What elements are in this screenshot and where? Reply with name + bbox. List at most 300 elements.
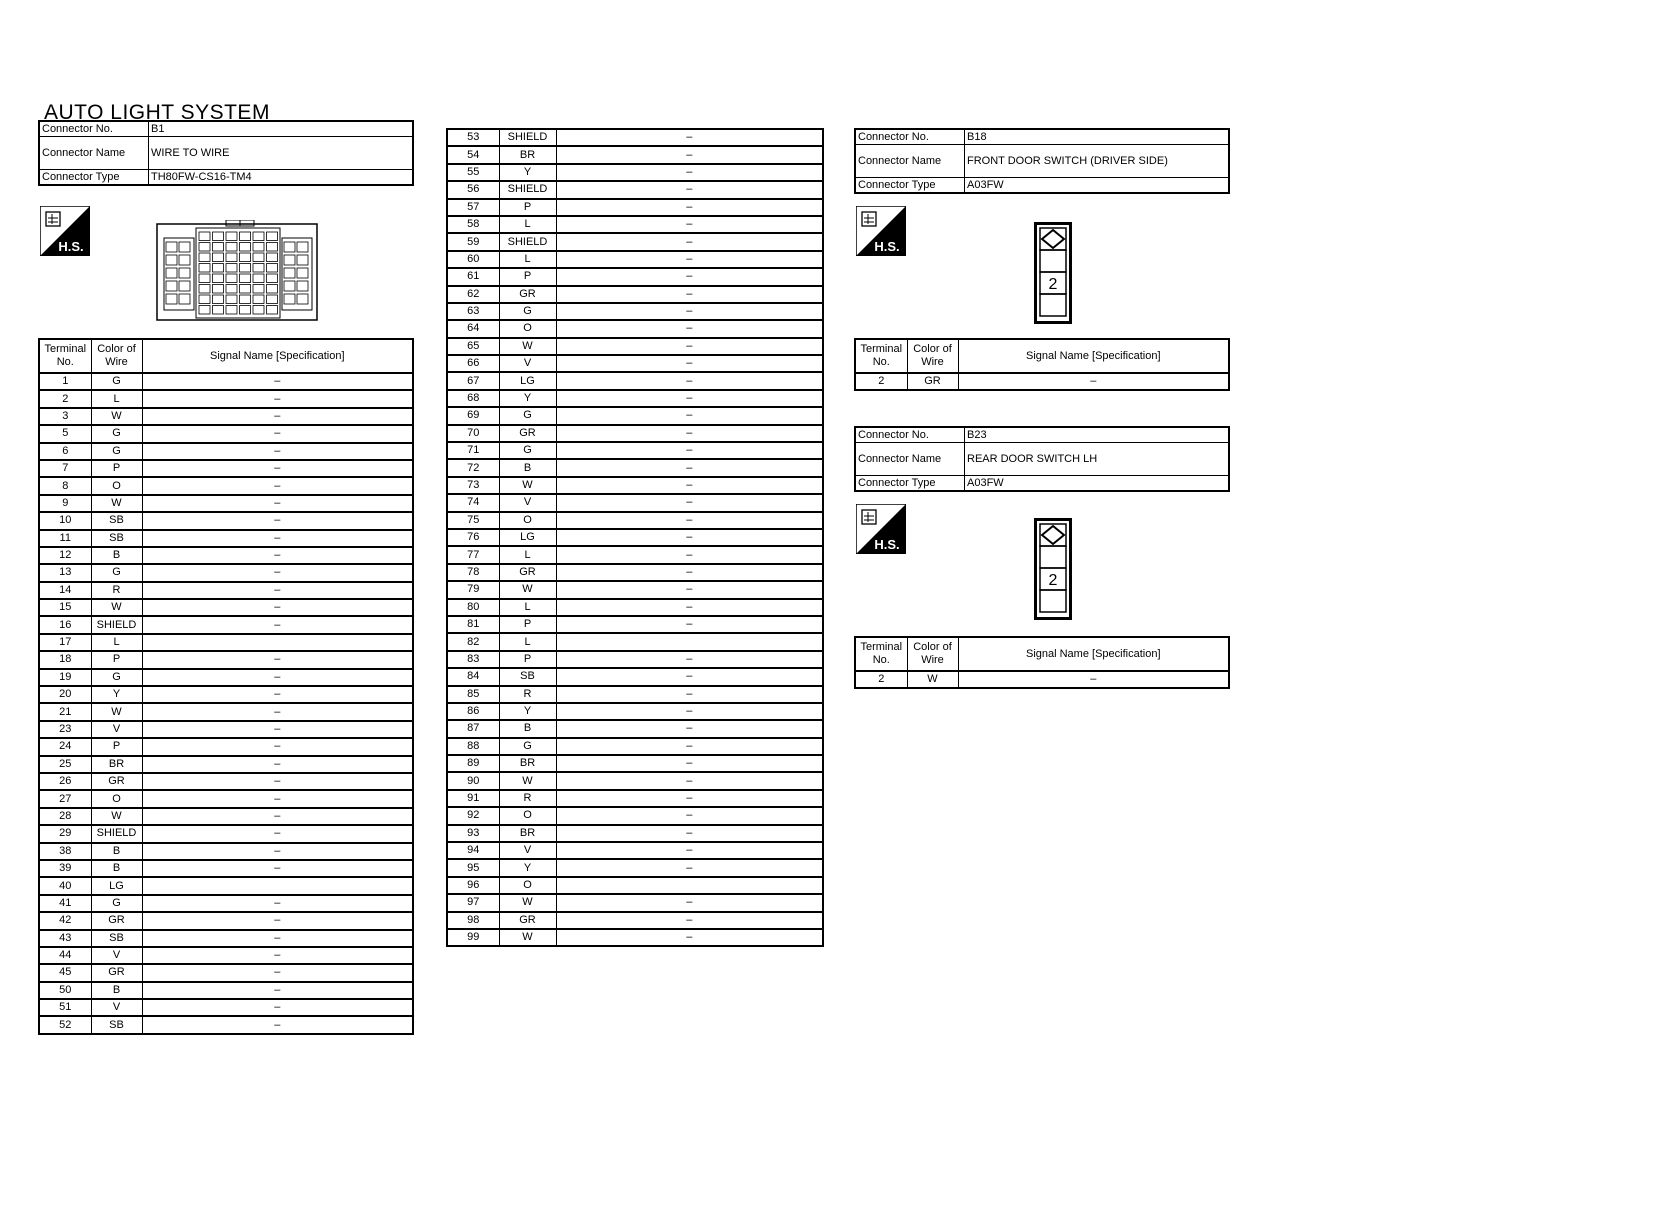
hs-label: H.S. (58, 239, 84, 254)
terminal-no-cell: 73 (447, 477, 499, 494)
signal-name-cell: – (142, 999, 413, 1016)
wire-color-cell: O (499, 512, 556, 529)
signal-name-cell: – (142, 756, 413, 773)
wire-color-cell: LG (91, 877, 142, 894)
cavity-cell (253, 306, 264, 315)
table-row (447, 338, 823, 355)
wire-color-cell: SHIELD (91, 825, 142, 842)
cavity-cell (297, 255, 308, 265)
cavity-cell (213, 232, 224, 241)
table-row (39, 634, 413, 651)
signal-name-cell: – (556, 233, 823, 250)
wire-color-cell: W (499, 581, 556, 598)
table-row (39, 895, 413, 912)
terminal-no-cell: 98 (447, 912, 499, 929)
signal-name-header: Signal Name [Specification] (958, 637, 1229, 671)
color-of-wire-header: Color of Wire (907, 339, 958, 373)
terminal-no-cell: 2 (855, 671, 907, 688)
terminal-no-cell: 52 (39, 1016, 91, 1033)
terminal-no-cell: 39 (39, 860, 91, 877)
label: Connector Name (855, 145, 965, 178)
signal-name-cell: – (142, 408, 413, 425)
table-row (447, 355, 823, 372)
wire-color-cell: SB (91, 512, 142, 529)
cavity-cell (199, 232, 210, 241)
cavity-cell (297, 242, 308, 252)
cavity-cell (213, 295, 224, 304)
cavity-cell (253, 264, 264, 273)
cavity-cell (240, 243, 251, 252)
cavity-cell (267, 232, 278, 241)
terminal-no-cell: 13 (39, 564, 91, 581)
terminal-no-cell: 11 (39, 530, 91, 547)
wire-color-cell: V (499, 494, 556, 511)
table-row (39, 773, 413, 790)
signal-name-cell: – (556, 720, 823, 737)
terminal-no-cell: 87 (447, 720, 499, 737)
table-row (447, 390, 823, 407)
signal-name-cell: – (142, 808, 413, 825)
wire-color-cell: P (499, 651, 556, 668)
terminal-no-cell: 84 (447, 668, 499, 685)
terminal-no-cell: 3 (39, 408, 91, 425)
wire-color-cell: B (499, 720, 556, 737)
terminal-no-cell: 71 (447, 442, 499, 459)
cavity-cell (284, 242, 295, 252)
cavity-cell (199, 264, 210, 273)
terminal-no-cell: 58 (447, 216, 499, 233)
table-row (39, 877, 413, 894)
cavity-cell (253, 285, 264, 294)
cavity-cell (253, 243, 264, 252)
wire-color-cell: W (91, 495, 142, 512)
terminal-no-cell: 43 (39, 930, 91, 947)
terminal-no-cell: 26 (39, 773, 91, 790)
signal-name-cell: – (556, 268, 823, 285)
table-row (39, 564, 413, 581)
table-row (39, 756, 413, 773)
table-row (39, 547, 413, 564)
terminal-no-cell: 42 (39, 912, 91, 929)
wire-color-cell: Y (499, 390, 556, 407)
table-row (39, 843, 413, 860)
wire-color-cell: G (91, 373, 142, 390)
connector-b23-info (854, 426, 1230, 492)
wire-color-cell: B (91, 982, 142, 999)
terminal-no-cell: 24 (39, 738, 91, 755)
terminal-no-cell: 63 (447, 303, 499, 320)
wire-color-cell: W (91, 408, 142, 425)
terminal-no-cell: 96 (447, 877, 499, 894)
connector-b1-face-diagram (156, 220, 320, 322)
signal-name-cell: – (556, 442, 823, 459)
table-row (39, 930, 413, 947)
signal-name-cell: – (556, 616, 823, 633)
table-row (447, 720, 823, 737)
terminal-no-cell: 90 (447, 772, 499, 789)
terminal-no-cell: 67 (447, 372, 499, 389)
table-row (447, 842, 823, 859)
table-row (447, 599, 823, 616)
cavity-cell (267, 253, 278, 262)
table-row (447, 407, 823, 424)
table-row (447, 181, 823, 198)
terminal-no-cell: 57 (447, 199, 499, 216)
terminal-no-cell: 91 (447, 790, 499, 807)
cavity-cell (179, 268, 190, 278)
signal-name-header: Signal Name [Specification] (958, 339, 1229, 373)
wire-color-cell: G (91, 425, 142, 442)
signal-name-cell: – (556, 164, 823, 181)
connector-b23-terminal-table (854, 636, 1230, 689)
connector-type: A03FW (965, 476, 1230, 492)
wire-color-cell: SB (91, 530, 142, 547)
signal-name-cell: – (556, 320, 823, 337)
cavity-cell (226, 264, 237, 273)
connector-no: B23 (965, 427, 1230, 443)
cavity-cell (213, 274, 224, 283)
terminal-no-cell: 44 (39, 947, 91, 964)
signal-name-cell: – (556, 181, 823, 198)
wire-color-cell: W (907, 671, 958, 688)
hs-harness-side-icon (856, 206, 906, 256)
table-row (447, 790, 823, 807)
table-row (39, 982, 413, 999)
signal-name-cell: – (556, 738, 823, 755)
signal-name-cell: – (556, 529, 823, 546)
wire-color-cell: R (499, 790, 556, 807)
terminal-no-cell: 38 (39, 843, 91, 860)
terminal-no-cell: 2 (855, 373, 907, 390)
wire-color-cell: GR (499, 912, 556, 929)
terminal-no-cell: 59 (447, 233, 499, 250)
connector-b18-face-diagram (1034, 222, 1072, 324)
signal-name-cell (142, 877, 413, 894)
signal-name-cell: – (142, 721, 413, 738)
cavity-cell (213, 253, 224, 262)
signal-name-cell: – (556, 772, 823, 789)
table-row (447, 494, 823, 511)
table-row (447, 825, 823, 842)
signal-name-cell: – (142, 964, 413, 981)
signal-name-cell: – (142, 669, 413, 686)
table-row (447, 477, 823, 494)
table-row (447, 146, 823, 163)
terminal-no-cell: 17 (39, 634, 91, 651)
terminal-no-cell: 14 (39, 582, 91, 599)
cavity-cell (179, 281, 190, 291)
wire-color-cell: W (499, 929, 556, 946)
signal-name-cell: – (556, 651, 823, 668)
signal-name-cell (556, 633, 823, 650)
terminal-no-cell: 80 (447, 599, 499, 616)
terminal-no-header: Terminal No. (39, 339, 91, 373)
table-row (39, 651, 413, 668)
terminal-no-cell: 10 (39, 512, 91, 529)
wire-color-cell: O (499, 807, 556, 824)
signal-name-cell: – (142, 443, 413, 460)
label: Connector Name (39, 137, 149, 170)
cavity-cell (226, 232, 237, 241)
table-row (39, 703, 413, 720)
table-row (447, 859, 823, 876)
signal-name-cell: – (556, 425, 823, 442)
table-row (39, 825, 413, 842)
terminal-no-cell: 50 (39, 982, 91, 999)
hs-harness-side-icon (856, 504, 906, 554)
wire-color-cell: SHIELD (499, 233, 556, 250)
table-row (39, 1016, 413, 1033)
wire-color-cell: P (499, 616, 556, 633)
table-row (39, 512, 413, 529)
table-row (447, 216, 823, 233)
signal-name-cell (142, 634, 413, 651)
terminal-no-cell: 55 (447, 164, 499, 181)
wire-color-cell: W (499, 477, 556, 494)
signal-name-cell: – (556, 807, 823, 824)
signal-name-cell: – (556, 407, 823, 424)
table-row (39, 721, 413, 738)
wire-color-cell: W (499, 338, 556, 355)
signal-name-cell: – (556, 825, 823, 842)
signal-name-cell: – (958, 671, 1229, 688)
signal-name-cell: – (142, 773, 413, 790)
connector-b1-terminal-table-left (38, 338, 414, 1035)
signal-name-cell: – (556, 599, 823, 616)
terminal-no-cell: 7 (39, 460, 91, 477)
wire-color-cell: BR (499, 755, 556, 772)
signal-name-cell: – (556, 390, 823, 407)
label: Connector No. (855, 427, 965, 443)
wire-color-cell: GR (91, 773, 142, 790)
wire-color-cell: GR (907, 373, 958, 390)
connector-name: REAR DOOR SWITCH LH (965, 443, 1230, 476)
wire-color-cell: BR (499, 825, 556, 842)
terminal-no-cell: 23 (39, 721, 91, 738)
signal-name-cell: – (556, 494, 823, 511)
label: Connector Type (855, 178, 965, 194)
label: Connector Type (39, 170, 149, 186)
cavity-cell (284, 255, 295, 265)
terminal-no-cell: 20 (39, 686, 91, 703)
cavity-cell (267, 295, 278, 304)
wire-color-cell: GR (91, 964, 142, 981)
terminal-no-cell: 78 (447, 564, 499, 581)
cavity-cell (199, 274, 210, 283)
wire-color-cell: SHIELD (499, 181, 556, 198)
table-row (39, 738, 413, 755)
table-row (447, 442, 823, 459)
terminal-no-cell: 68 (447, 390, 499, 407)
cavity-cell (213, 243, 224, 252)
signal-name-cell: – (556, 668, 823, 685)
cavity-cell (240, 295, 251, 304)
signal-name-cell: – (556, 303, 823, 320)
terminal-no-cell: 19 (39, 669, 91, 686)
connector-type: A03FW (965, 178, 1230, 194)
wire-color-cell: G (91, 564, 142, 581)
wire-color-cell: SB (499, 668, 556, 685)
cavity-cell (240, 285, 251, 294)
terminal-no-cell: 79 (447, 581, 499, 598)
cavity-cell (166, 268, 177, 278)
table-row (447, 564, 823, 581)
table-row (447, 807, 823, 824)
table-row (447, 546, 823, 563)
terminal-no-cell: 81 (447, 616, 499, 633)
table-row (447, 651, 823, 668)
cavity-cell (284, 281, 295, 291)
table-row (855, 671, 1229, 688)
signal-name-cell: – (556, 581, 823, 598)
cavity-cell (166, 242, 177, 252)
terminal-no-cell: 60 (447, 251, 499, 268)
signal-name-cell: – (142, 390, 413, 407)
wire-color-cell: Y (499, 164, 556, 181)
wire-color-cell: O (91, 790, 142, 807)
table-row (39, 408, 413, 425)
table-row (447, 251, 823, 268)
signal-name-cell: – (142, 982, 413, 999)
terminal-no-cell: 65 (447, 338, 499, 355)
signal-name-cell: – (142, 373, 413, 390)
cavity-cell (284, 294, 295, 304)
signal-name-cell: – (142, 547, 413, 564)
terminal-no-cell: 54 (447, 146, 499, 163)
wire-color-cell: Y (91, 686, 142, 703)
signal-name-cell: – (142, 425, 413, 442)
terminal-no-cell: 77 (447, 546, 499, 563)
table-row (447, 303, 823, 320)
terminal-no-cell: 70 (447, 425, 499, 442)
page-title: AUTO LIGHT SYSTEM (44, 101, 270, 124)
terminal-no-cell: 1 (39, 373, 91, 390)
signal-name-cell: – (556, 338, 823, 355)
table-row (39, 947, 413, 964)
terminal-no-cell: 21 (39, 703, 91, 720)
terminal-no-cell: 88 (447, 738, 499, 755)
wire-color-cell: G (91, 895, 142, 912)
cavity-cell (226, 274, 237, 283)
signal-name-cell: – (556, 894, 823, 911)
cavity-cell (213, 306, 224, 315)
terminal-no-cell: 69 (447, 407, 499, 424)
connector-b18-info (854, 128, 1230, 194)
terminal-no-cell: 2 (39, 390, 91, 407)
signal-name-cell: – (556, 929, 823, 946)
terminal-no-cell: 27 (39, 790, 91, 807)
wire-color-cell: SB (91, 930, 142, 947)
hs-harness-side-icon (40, 206, 90, 256)
table-row (39, 686, 413, 703)
cavity-cell (213, 264, 224, 273)
cavity-cell (213, 285, 224, 294)
table-row (447, 633, 823, 650)
terminal-no-cell: 56 (447, 181, 499, 198)
signal-name-cell: – (556, 477, 823, 494)
signal-name-cell: – (556, 251, 823, 268)
wire-color-cell: GR (499, 286, 556, 303)
wire-color-cell: V (91, 721, 142, 738)
terminal-no-cell: 12 (39, 547, 91, 564)
wire-color-cell: V (499, 842, 556, 859)
table-row (447, 233, 823, 250)
signal-name-cell: – (142, 582, 413, 599)
connector-no: B1 (149, 121, 414, 137)
table-row (447, 686, 823, 703)
wire-color-cell: SB (91, 1016, 142, 1033)
table-row (447, 425, 823, 442)
terminal-no-cell: 82 (447, 633, 499, 650)
terminal-no-cell: 75 (447, 512, 499, 529)
cavity-cell (297, 294, 308, 304)
signal-name-cell: – (142, 686, 413, 703)
table-row (39, 669, 413, 686)
label: Connector Name (855, 443, 965, 476)
terminal-no-cell: 16 (39, 616, 91, 633)
table-row (39, 425, 413, 442)
wire-color-cell: GR (499, 564, 556, 581)
table-row (39, 443, 413, 460)
table-row (39, 912, 413, 929)
table-row (39, 460, 413, 477)
cavity-cell (199, 295, 210, 304)
cavity-cell (253, 295, 264, 304)
wire-color-cell: V (499, 355, 556, 372)
label: Connector Type (855, 476, 965, 492)
wire-color-cell: O (499, 320, 556, 337)
signal-name-cell: – (142, 843, 413, 860)
signal-name-cell: – (556, 355, 823, 372)
wire-color-cell: L (499, 599, 556, 616)
signal-name-cell: – (142, 1016, 413, 1033)
connector-b23-face-diagram (1034, 518, 1072, 620)
wire-color-cell: W (499, 894, 556, 911)
table-row (447, 268, 823, 285)
wire-color-cell: P (91, 651, 142, 668)
wire-color-cell: B (91, 860, 142, 877)
wire-color-cell: SHIELD (91, 616, 142, 633)
cavity-cell (166, 255, 177, 265)
table-row (447, 912, 823, 929)
terminal-no-cell: 62 (447, 286, 499, 303)
cavity-cell (199, 243, 210, 252)
wire-color-cell: W (91, 703, 142, 720)
signal-name-cell: – (142, 912, 413, 929)
cavity-cell (226, 253, 237, 262)
terminal-no-cell: 18 (39, 651, 91, 668)
cavity-cell (267, 306, 278, 315)
cavity-cell (179, 242, 190, 252)
connector-no: B18 (965, 129, 1230, 145)
terminal-no-cell: 86 (447, 703, 499, 720)
wire-color-cell: G (499, 407, 556, 424)
hs-label: H.S. (874, 537, 900, 552)
signal-name-cell: – (142, 895, 413, 912)
signal-name-cell: – (556, 564, 823, 581)
wire-color-cell: P (499, 268, 556, 285)
cavity-cell (267, 243, 278, 252)
table-row (447, 320, 823, 337)
wire-color-cell: L (499, 216, 556, 233)
terminal-no-cell: 25 (39, 756, 91, 773)
terminal-no-header: Terminal No. (855, 339, 907, 373)
cavity-cell (226, 295, 237, 304)
wire-color-cell: G (499, 442, 556, 459)
signal-name-cell: – (142, 947, 413, 964)
wire-color-cell: LG (499, 529, 556, 546)
table-row (447, 372, 823, 389)
